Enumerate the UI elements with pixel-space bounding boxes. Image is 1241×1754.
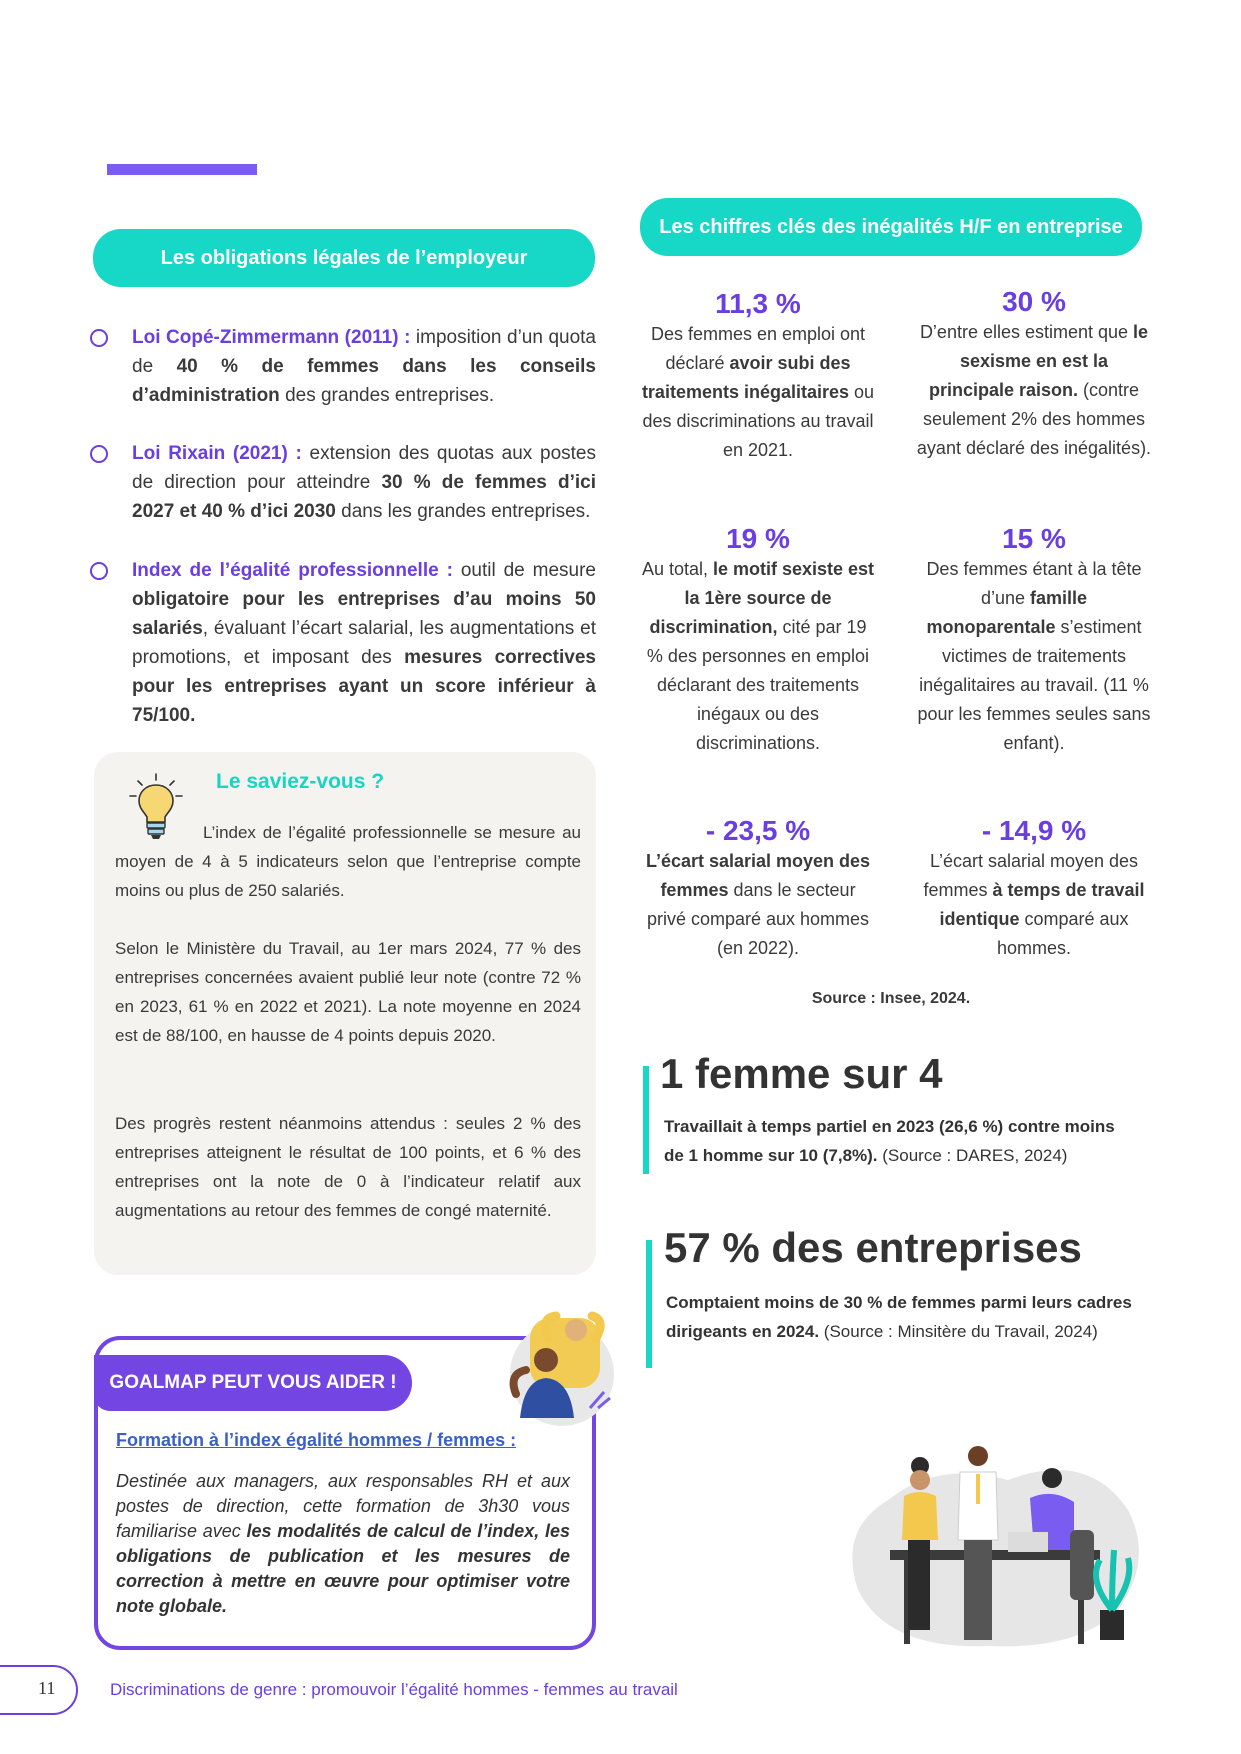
stat-description: [916, 318, 1152, 463]
big-figure-source: (Source : Minsitère du Travail, 2024): [819, 1322, 1098, 1341]
stat-value: - 23,5 %: [705, 815, 811, 846]
goalmap-title: GOALMAP PEUT VOUS AIDER !: [94, 1355, 412, 1411]
stat-description: [640, 320, 876, 465]
stat-text: Au total,: [641, 559, 713, 579]
stat-text: s’estiment victimes de traitements inégalitaires au travail. (11 % pour les femmes seules sans enfant).: [917, 617, 1151, 753]
stat-value: 15 %: [1002, 523, 1066, 554]
footer-title: Discriminations de genre : promouvoir l’égalité hommes - femmes au travail: [110, 1680, 678, 1699]
accent-bar: [643, 1066, 649, 1174]
did-you-know-paragraph: Des progrès restent néanmoins attendus : seules 2 % des entreprises atteignent le résultat de 100 points, et 6 % des entreprises ont la note de 0 à l’indicateur relatif aux augmentations au retour des femmes de congé maternité.: [115, 1114, 581, 1220]
big-figure-bold: Comptaient moins de 30 % de femmes parmi leurs cadres dirigeants en 2024.: [666, 1293, 1132, 1341]
obligation-name: Index de l’égalité professionnelle :: [132, 560, 453, 581]
did-you-know-paragraph: Selon le Ministère du Travail, au 1er mars 2024, 77 % des entreprises concernées avaient publié leur note (contre 72 % en 2023, 61 % en 2022 et 2021). La note moyenne en 2024 est de 88/100, en hausse de 4 points depuis 2020.: [115, 939, 581, 1045]
big-figure-title: 57 % des entreprises: [664, 1224, 1082, 1271]
stat-block: [916, 523, 1152, 758]
stat-text: comparé aux hommes.: [996, 909, 1129, 958]
stat-bold-text: le motif sexiste est la 1ère source de discrimination,: [649, 559, 875, 637]
big-figure-source: (Source : DARES, 2024): [877, 1146, 1068, 1165]
obligation-bold: 40 % de femmes dans les conseils d’administration: [132, 356, 596, 406]
women-illustration: [500, 1308, 620, 1430]
stat-bold-text: famille monoparentale: [926, 588, 1088, 637]
obligation-text: imposition d’un quota de: [132, 327, 596, 377]
circle-bullet-icon: [90, 562, 108, 580]
key-figures-title: Les chiffres clés des inégalités H/F en entreprise: [640, 198, 1142, 256]
big-figure-bold: Travaillait à temps partiel en 2023 (26,6 %) contre moins de 1 homme sur 10 (7,8%).: [664, 1117, 1115, 1165]
obligation-text: , évaluant l’écart salarial, les augmentations et promotions, et imposant des: [132, 618, 596, 668]
big-figure-text: [664, 1112, 1134, 1170]
obligation-text: extension des quotas aux postes de direction pour atteindre: [132, 443, 596, 493]
obligation-item: [90, 439, 596, 526]
stat-block: [916, 286, 1152, 463]
obligation-text: des grandes entreprises.: [279, 385, 495, 406]
obligation-name: Loi Rixain (2021) :: [132, 443, 302, 464]
accent-bar: [646, 1240, 652, 1368]
stat-text: Des femmes étant à la tête d’une: [926, 559, 1142, 608]
accent-bar: [107, 164, 257, 175]
stat-block: [640, 523, 876, 758]
stat-bold-text: L’écart salarial moyen des femmes: [645, 851, 871, 900]
stat-value: 19 %: [726, 523, 790, 554]
stat-value: - 14,9 %: [981, 815, 1087, 846]
circle-bullet-icon: [90, 445, 108, 463]
did-you-know-paragraph: L’index de l’égalité professionnelle se mesure au moyen de 4 à 5 indicateurs selon que l’entreprise compte moins ou plus de 250 salariés.: [115, 823, 581, 900]
stat-text: ou des discriminations au travail en 2021.: [642, 382, 875, 460]
stat-text: cité par 19 % des personnes en emploi déclarant des traitements inégaux ou des discriminations.: [646, 617, 870, 753]
stat-bold-text: à temps de travail identique: [939, 880, 1145, 929]
stat-description: [916, 555, 1152, 758]
stat-block: [640, 288, 876, 465]
stat-description: [640, 555, 876, 758]
formation-bold: les modalités de calcul de l’index, les obligations de publication et les mesures de correction à mettre en œuvre pour optimiser votre note globale.: [116, 1521, 570, 1616]
stat-bold-text: le sexisme en est la principale raison.: [928, 322, 1149, 400]
stat-block: [640, 815, 876, 963]
formation-link[interactable]: Formation à l’index égalité hommes / femmes :: [116, 1430, 517, 1450]
obligation-bold: 30 % de femmes d’ici 2027 et 40 % d’ici 2030: [132, 472, 596, 522]
stat-text: Des femmes en emploi ont déclaré: [650, 324, 866, 373]
obligation-name: Loi Copé-Zimmermann (2011) :: [132, 327, 411, 348]
big-figure-title: 1 femme sur 4: [660, 1050, 943, 1097]
circle-bullet-icon: [90, 329, 108, 347]
stat-text: L’écart salarial moyen des femmes: [923, 851, 1139, 900]
formation-description: [116, 1469, 570, 1619]
obligations-title: Les obligations légales de l’employeur: [93, 229, 595, 287]
stat-bold-text: avoir subi des traitements inégalitaires: [641, 353, 851, 402]
stat-description: [640, 847, 876, 963]
obligation-bold: obligatoire pour les entreprises d’au moins 50 salariés: [132, 589, 596, 639]
big-figure-text: [666, 1288, 1136, 1346]
stat-text: dans le secteur privé comparé aux hommes (en 2022).: [646, 880, 870, 958]
stat-text: D’entre elles estiment que: [919, 322, 1134, 342]
obligation-item: [90, 323, 596, 410]
obligation-text: outil de mesure: [452, 560, 596, 581]
stat-value: 30 %: [1002, 286, 1066, 317]
source-note: Source : Insee, 2024.: [811, 990, 971, 1007]
page-number: 11: [38, 1678, 56, 1698]
obligation-item: [90, 556, 596, 730]
obligation-text: dans les grandes entreprises.: [335, 501, 591, 522]
did-you-know-title: Le saviez-vous ?: [216, 770, 385, 793]
obligation-bold: mesures correctives pour les entreprises ayant un score inférieur à 75/100.: [132, 647, 596, 726]
stat-block: [916, 815, 1152, 963]
stat-description: [916, 847, 1152, 963]
office-meeting-illustration: [838, 1440, 1154, 1656]
stat-text: (contre seulement 2% des hommes ayant déclaré des inégalités).: [916, 380, 1152, 458]
formation-text: Destinée aux managers, aux responsables RH et aux postes de direction, cette formation de 3h30 vous familiarise avec: [116, 1471, 570, 1541]
stat-value: 11,3 %: [715, 288, 801, 319]
